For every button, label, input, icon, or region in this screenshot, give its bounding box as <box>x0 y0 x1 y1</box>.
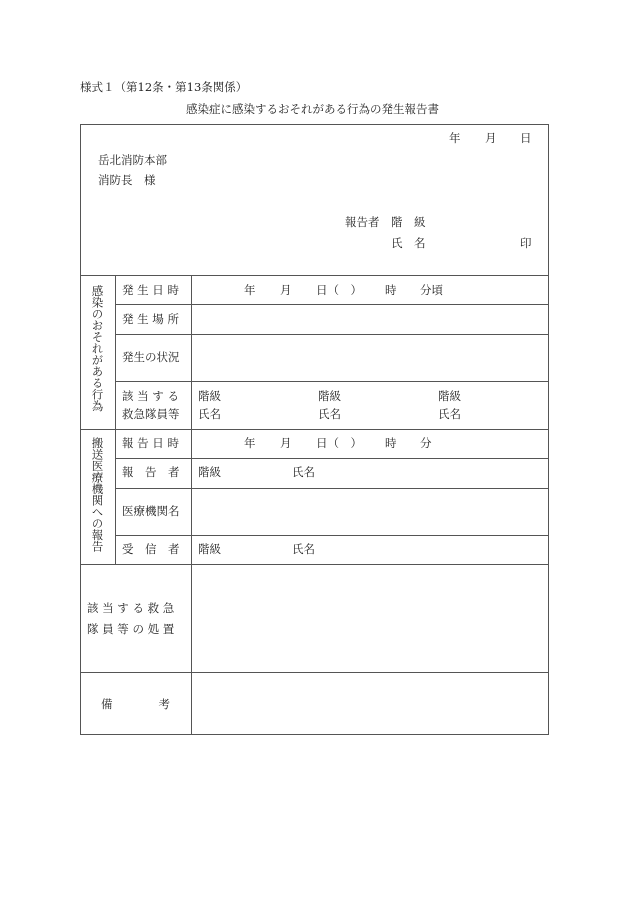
rep-month: 月 <box>280 436 292 450</box>
divider <box>115 275 116 564</box>
seal-mark: 印 <box>520 236 532 250</box>
reporter-rank-label: 階 級 <box>391 215 426 229</box>
occ-month: 月 <box>280 283 292 297</box>
receiver-name: 氏名 <box>292 542 315 556</box>
member1-name: 氏名 <box>198 407 221 421</box>
form-number: 様式１（第12条・第13条関係） <box>80 80 248 94</box>
date-month: 月 <box>485 131 497 145</box>
occ-hour: 時 <box>385 283 397 297</box>
label-members-line1: 該 当 す る <box>122 389 179 403</box>
member2-rank: 階級 <box>318 389 341 403</box>
member1-rank: 階級 <box>198 389 221 403</box>
divider <box>115 535 549 536</box>
label-receiver: 受 信 者 <box>122 542 180 556</box>
divider <box>80 672 549 673</box>
label-remarks: 備 考 <box>101 697 170 711</box>
divider <box>80 429 549 430</box>
reporter-rank: 階級 <box>198 465 221 479</box>
label-occurrence-datetime: 発 生 日 時 <box>122 283 179 297</box>
label-occurrence-situation: 発生の状況 <box>122 350 180 364</box>
reporter-label: 報告者 <box>345 215 380 229</box>
section1-group-label: 感染のおそれがある行為 <box>90 285 105 412</box>
section2-group-label: 搬送医療機関への報告 <box>90 437 105 552</box>
rep-minute: 分 <box>420 436 432 450</box>
label-members-line2: 救急隊員等 <box>122 407 180 421</box>
rep-hour: 時 <box>385 436 397 450</box>
reporter-name-label: 氏 名 <box>391 236 426 250</box>
divider <box>115 381 549 382</box>
label-report-datetime: 報 告 日 時 <box>122 436 179 450</box>
divider <box>80 564 549 565</box>
member3-rank: 階級 <box>438 389 461 403</box>
label-occurrence-place: 発 生 場 所 <box>122 312 179 326</box>
reporter-name: 氏名 <box>292 465 315 479</box>
occ-day: 日（ ） <box>316 283 362 297</box>
divider <box>80 275 549 276</box>
rep-year: 年 <box>244 436 256 450</box>
member3-name: 氏名 <box>438 407 461 421</box>
member2-name: 氏名 <box>318 407 341 421</box>
addressee-title: 消防長 様 <box>98 173 156 187</box>
occ-year: 年 <box>244 283 256 297</box>
label-reporter: 報 告 者 <box>122 465 180 479</box>
date-day: 日 <box>520 131 532 145</box>
divider <box>115 334 549 335</box>
label-treatment-line1: 該 当 す る 救 急 <box>87 601 175 615</box>
divider <box>191 275 192 735</box>
divider <box>115 458 549 459</box>
rep-day: 日（ ） <box>316 436 362 450</box>
occ-minute: 分頃 <box>420 283 443 297</box>
date-year: 年 <box>449 131 461 145</box>
divider <box>115 488 549 489</box>
label-treatment-line2: 隊 員 等 の 処 置 <box>87 622 175 636</box>
addressee-org: 岳北消防本部 <box>98 153 167 167</box>
label-medical-institution: 医療機関名 <box>122 504 180 518</box>
document-title: 感染症に感染するおそれがある行為の発生報告書 <box>186 102 439 116</box>
receiver-rank: 階級 <box>198 542 221 556</box>
divider <box>115 304 549 305</box>
